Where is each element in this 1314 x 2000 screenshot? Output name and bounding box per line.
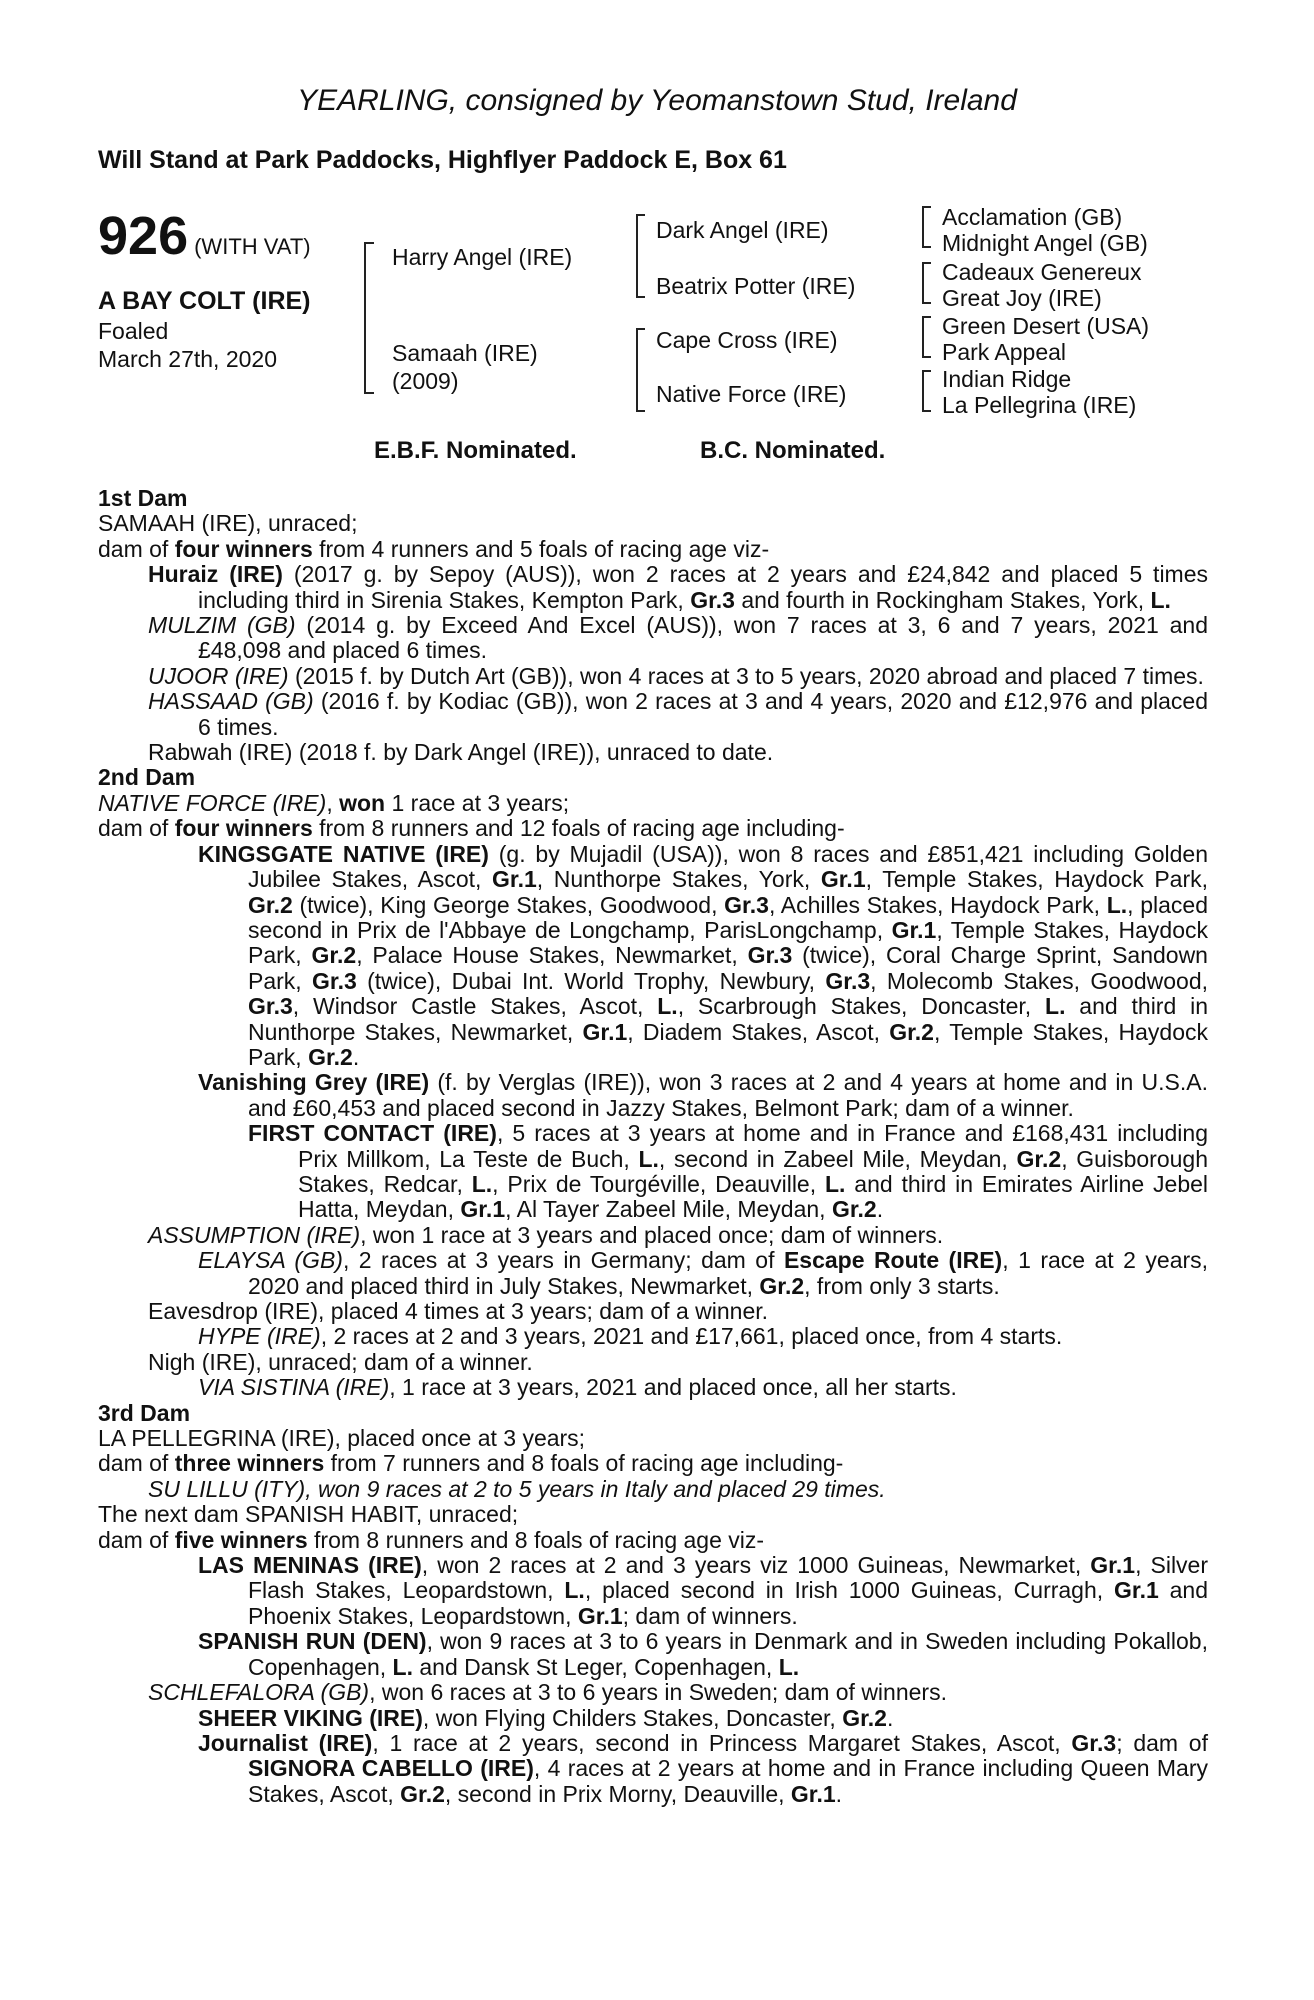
pedigree-dds: Indian Ridge (942, 366, 1072, 392)
lot-number-block (98, 205, 311, 267)
progeny-entry: SHEER VIKING (IRE), won Flying Childers Stakes, Doncaster, Gr.2. (198, 1704, 894, 1731)
second-dam-line: NATIVE FORCE (IRE), won 1 race at 3 years; (98, 789, 570, 816)
foaled-label: Foaled (98, 318, 169, 344)
pedigree-brace (922, 262, 931, 304)
pedigree-dam-dam: Native Force (IRE) (656, 381, 847, 407)
horse-name: A BAY COLT (IRE) (98, 287, 311, 315)
pedigree-dam-sire: Cape Cross (IRE) (656, 327, 838, 353)
fourth-dam-line: The next dam SPANISH HABIT, unraced; (98, 1501, 519, 1528)
pedigree-sds: Cadeaux Genereux (942, 259, 1142, 285)
pedigree-brace (636, 328, 645, 412)
progeny-entry: KINGSGATE NATIVE (IRE) (g. by Mujadil (USA)), won 8 races and £851,421 including Golden Jubilee Stakes, Ascot, Gr.1, Nunthorpe Stakes, York, Gr.1, Temple Stakes, Haydock Park, Gr.2 (twice), King George Stakes, Goodwood, Gr.3, Achilles Stakes, Haydock Park, L., placed second in Prix de l'Abbaye de Longchamp, ParisLongchamp, Gr.1, Temple Stakes, Haydock Park, Gr.2, Palace House Stakes, Newmarket, Gr.3 (twice), Coral Charge Sprint, Sandown Park, Gr.3 (twice), Dubai Int. World Trophy, Newbury, Gr.3, Molecomb Stakes, Goodwood, Gr.3, Windsor Castle Stakes, Ascot, L., Scarbrough Stakes, Doncaster, L. and third in Nunthorpe Stakes, Newmarket, Gr.1, Diadem Stakes, Ascot, Gr.2, Temple Stakes, Haydock Park, Gr.2. (198, 840, 1209, 1070)
second-dam-heading: 2nd Dam (98, 764, 196, 791)
progeny-entry: HASSAAD (GB) (2016 f. by Kodiac (GB)), won 2 races at 3 and 4 years, 2020 and £12,976 and placed 6 times. (148, 688, 1208, 740)
pedigree-dam-year: (2009) (392, 368, 459, 394)
progeny-entry: SU LILLU (ITY), won 9 races at 2 to 5 years in Italy and placed 29 times. (148, 1475, 886, 1502)
progeny-entry: Nigh (IRE), unraced; dam of a winner. (148, 1348, 533, 1375)
first-dam-summary: dam of four winners from 4 runners and 5 foals of racing age viz- (98, 535, 770, 562)
pedigree-brace (922, 206, 931, 248)
progeny-entry: Rabwah (IRE) (2018 f. by Dark Angel (IRE)), unraced to date. (148, 739, 774, 766)
progeny-entry: ASSUMPTION (IRE), won 1 race at 3 years and placed once; dam of winners. (148, 1221, 944, 1248)
pedigree-ssd: Midnight Angel (GB) (942, 230, 1148, 256)
progeny-entry: Huraiz (IRE) (2017 g. by Sepoy (AUS)), won 2 races at 2 years and £24,842 and placed 5 times including third in Sirenia Stakes, Kempton Park, Gr.3 and fourth in Rockingham Stakes, York, L. (148, 561, 1209, 613)
pedigree-sdd: Great Joy (IRE) (942, 285, 1102, 311)
progeny-entry: SCHLEFALORA (GB), won 6 races at 3 to 6 years in Sweden; dam of winners. (148, 1679, 947, 1706)
lot-number: 926 (98, 206, 189, 266)
ebf-nomination: E.B.F. Nominated. (374, 437, 577, 464)
fourth-dam-summary: dam of five winners from 8 runners and 8 foals of racing age viz- (98, 1526, 765, 1553)
progeny-entry: VIA SISTINA (IRE), 1 race at 3 years, 2021 and placed once, all her starts. (198, 1374, 957, 1401)
pedigree-brace (364, 242, 374, 394)
progeny-entry: MULZIM (GB) (2014 g. by Exceed And Excel (AUS)), won 7 races at 3, 6 and 7 years, 2021 and £48,098 and placed 6 times. (148, 612, 1209, 664)
progeny-entry: HYPE (IRE), 2 races at 2 and 3 years, 2021 and £17,661, placed once, from 4 starts. (198, 1323, 1063, 1350)
pedigree-sire-dam: Beatrix Potter (IRE) (656, 273, 856, 299)
first-dam-line: SAMAAH (IRE), unraced; (98, 510, 358, 537)
progeny-entry: Vanishing Grey (IRE) (f. by Verglas (IRE)), won 3 races at 2 and 4 years at home and in U.S.A. and £60,453 and placed second in Jazzy Stakes, Belmont Park; dam of a winner. (198, 1069, 1208, 1121)
pedigree-brace (636, 214, 645, 298)
progeny-entry: LAS MENINAS (IRE), won 2 races at 2 and 3 years viz 1000 Guineas, Newmarket, Gr.1, Silver Flash Stakes, Leopardstown, L., placed second in Irish 1000 Guineas, Curragh, Gr.1 and Phoenix Stakes, Leopardstown, Gr.1; dam of winners. (198, 1552, 1209, 1629)
first-dam-heading: 1st Dam (98, 485, 188, 511)
consignor-banner: YEARLING, consigned by Yeomanstown Stud, Ireland (297, 84, 1017, 117)
progeny-entry: FIRST CONTACT (IRE), 5 races at 3 years at home and in France and £168,431 including Prix Millkom, La Teste de Buch, L., second in Zabeel Mile, Meydan, Gr.2, Guisborough Stakes, Redcar, L., Prix de Tourgéville, Deauville, L. and third in Emirates Airline Jebel Hatta, Meydan, Gr.1, Al Tayer Zabeel Mile, Meydan, Gr.2. (248, 1120, 1209, 1223)
pedigree-brace (922, 370, 931, 412)
pedigree-ddd: La Pellegrina (IRE) (942, 392, 1137, 418)
pedigree-brace (922, 316, 931, 358)
catalogue-body (98, 486, 1208, 1807)
pedigree-dsd: Park Appeal (942, 339, 1067, 365)
third-dam-summary: dam of three winners from 7 runners and 8 foals of racing age including- (98, 1450, 844, 1477)
stand-location: Will Stand at Park Paddocks, Highflyer Paddock E, Box 61 (98, 146, 787, 174)
pedigree-dss: Green Desert (USA) (942, 313, 1150, 339)
pedigree-sss: Acclamation (GB) (942, 204, 1123, 230)
foaled-info (98, 317, 277, 373)
vat-note: (WITH VAT) (194, 234, 311, 259)
progeny-entry: SPANISH RUN (DEN), won 9 races at 3 to 6 years in Denmark and in Sweden including Pokallob, Copenhagen, L. and Dansk St Leger, Copenhagen, L. (198, 1628, 1208, 1680)
progeny-entry: ELAYSA (GB), 2 races at 3 years in Germany; dam of Escape Route (IRE), 1 race at 2 years, 2020 and placed third in July Stakes, Newmarket, Gr.2, from only 3 starts. (198, 1247, 1209, 1299)
progeny-entry: Journalist (IRE), 1 race at 2 years, second in Princess Margaret Stakes, Ascot, Gr.3; dam of SIGNORA CABELLO (IRE), 4 races at 2 years at home and in France including Queen Mary Stakes, Ascot, Gr.2, second in Prix Morny, Deauville, Gr.1. (198, 1729, 1208, 1807)
third-dam-line: LA PELLEGRINA (IRE), placed once at 3 years; (98, 1425, 586, 1452)
pedigree-sire-sire: Dark Angel (IRE) (656, 217, 829, 243)
foaled-date: March 27th, 2020 (98, 346, 278, 372)
pedigree-dam: Samaah (IRE) (392, 340, 538, 366)
pedigree-sire: Harry Angel (IRE) (392, 244, 573, 270)
progeny-entry: Eavesdrop (IRE), placed 4 times at 3 years; dam of a winner. (148, 1298, 769, 1324)
third-dam-heading: 3rd Dam (98, 1399, 191, 1426)
bc-nomination: B.C. Nominated. (700, 437, 886, 464)
progeny-entry: UJOOR (IRE) (2015 f. by Dutch Art (GB)), won 4 races at 3 to 5 years, 2020 abroad and placed 7 times. (148, 662, 1204, 689)
second-dam-summary: dam of four winners from 8 runners and 12 foals of racing age including- (98, 815, 845, 842)
